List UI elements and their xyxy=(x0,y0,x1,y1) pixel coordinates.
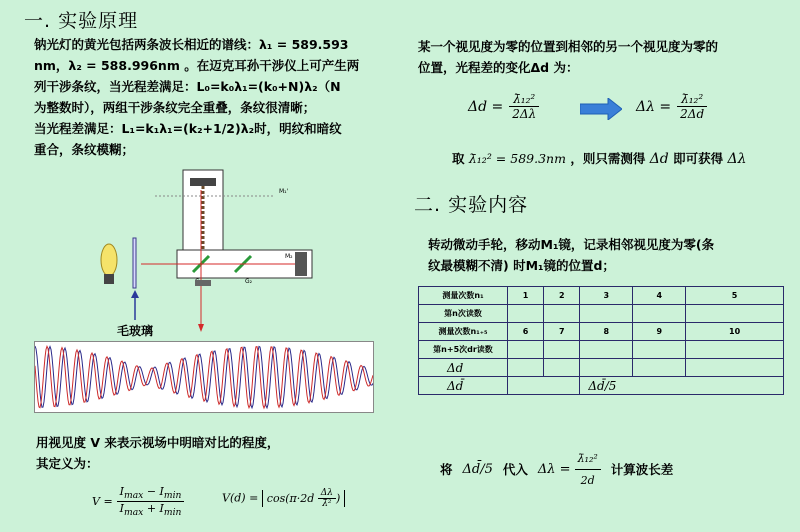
table-cell: 8 xyxy=(580,323,633,341)
equation-delta-d: Δd = $\frac{\text{λ̄₁₂²}}{2\Delta\lambda}$ xyxy=(468,92,539,121)
table-cell xyxy=(580,341,633,359)
table-cell: 1 xyxy=(508,287,544,305)
table-cell xyxy=(508,377,580,395)
lamp-base xyxy=(104,274,114,284)
principle-line-3: 列干涉条纹，当光程差满足：L₀=k₀λ₁=(k₀+N)λ₂（N xyxy=(34,79,341,94)
wave-line xyxy=(35,346,373,408)
sodium-lamp xyxy=(101,244,117,276)
table-cell: 测量次数n₁ xyxy=(419,287,508,305)
visibility-line-1: 用视见度 V 来表示视场中明暗对比的程度， xyxy=(36,435,280,450)
table-cell: 6 xyxy=(508,323,544,341)
table-cell: 10 xyxy=(686,323,784,341)
table-row xyxy=(419,287,784,305)
table-row xyxy=(419,305,784,323)
m2-label: M₂ xyxy=(285,253,293,260)
measurement-table xyxy=(418,286,784,395)
table-row xyxy=(419,377,784,395)
formula-visibility-d: V(d) = cos(π·2d $\frac{\Delta\lambda}{\text{λ̄²}}$ ) xyxy=(222,488,345,509)
final-equation: Δλ = $\frac{\text{λ̄₁₂²}}{2d}$ xyxy=(538,448,601,491)
table-cell: Δd̄/5 xyxy=(580,377,784,395)
content-line-1: 转动微动手轮，移动M₁镜，记录相邻视见度为零(条 xyxy=(428,237,715,252)
content-line-2: 纹最模糊不清) 时M₁镜的位置d； xyxy=(428,258,615,273)
michelson-diagram xyxy=(95,160,335,340)
frosted-glass-label: 毛玻璃 xyxy=(117,324,154,338)
table-cell: 2 xyxy=(544,287,580,305)
ray-arrow xyxy=(198,324,204,332)
right-intro xyxy=(418,36,790,78)
table-cell xyxy=(508,359,544,377)
formula-visibility: V = $\frac{I_{max} - I_{min}}{I_{max} + I_{min}}$ xyxy=(92,485,184,518)
section-title-content: 二. 实验内容 xyxy=(414,194,529,216)
table-cell xyxy=(686,341,784,359)
table-cell xyxy=(580,305,633,323)
take-value-line: 取 λ̄₁₂² = 589.3nm ，则只需测得 Δd 即可获得 Δλ xyxy=(452,151,747,167)
section-title-principle: 一. 实验原理 xyxy=(24,10,139,32)
right-intro-line-2: 位置，光程差的变化Δd 为： xyxy=(418,60,579,75)
principle-line-6: 重合，条纹模糊； xyxy=(34,142,135,157)
visibility-line-2: 其定义为： xyxy=(36,456,99,471)
table-cell xyxy=(544,305,580,323)
table-cell xyxy=(508,341,544,359)
equation-delta-lambda: Δλ = $\frac{\text{λ̄₁₂²}}{2\Delta d}$ xyxy=(636,92,707,121)
right-intro-line-1: 某一个视见度为零的位置到相邻的另一个视见度为零的 xyxy=(418,39,719,54)
table-cell xyxy=(508,305,544,323)
m1-mirror-top xyxy=(190,178,216,186)
table-cell xyxy=(544,341,580,359)
table-cell xyxy=(633,341,686,359)
table-cell xyxy=(686,305,784,323)
visibility-paragraph xyxy=(36,432,376,474)
table-row xyxy=(419,359,784,377)
interference-pattern xyxy=(34,341,374,413)
table-cell xyxy=(633,359,686,377)
table-cell xyxy=(580,359,633,377)
table-cell xyxy=(686,359,784,377)
table-cell: 7 xyxy=(544,323,580,341)
table-cell: 第n次读数 xyxy=(419,305,508,323)
arrow-right-icon xyxy=(580,98,622,120)
table-cell: 测量次数n₁₊₅ xyxy=(419,323,508,341)
take-value: λ̄₁₂² = 589.3nm xyxy=(468,151,566,166)
g2-label: G₂ xyxy=(245,278,253,285)
m2-mirror xyxy=(295,252,307,276)
glass-pointer-arrow xyxy=(131,290,139,298)
table-cell: 5 xyxy=(686,287,784,305)
table-row xyxy=(419,323,784,341)
table-cell: Δd xyxy=(419,359,508,377)
final-instruction: 将 Δd̄/5 代入 Δλ = $\frac{\text{λ̄₁₂²}}{2d}$ 计算波长差 xyxy=(440,448,673,491)
principle-line-1: 钠光灯的黄光包括两条波长相近的谱线：λ₁ = 589.593 xyxy=(34,37,349,52)
table-cell xyxy=(633,305,686,323)
table-cell: Δd̄ xyxy=(419,377,508,395)
table-cell: 9 xyxy=(633,323,686,341)
table-cell xyxy=(544,359,580,377)
frosted-glass xyxy=(133,238,136,288)
principle-paragraph xyxy=(34,34,384,160)
m1-prime-label: M₁' xyxy=(279,188,289,195)
principle-line-4: 为整数时），两组干涉条纹完全重叠，条纹很清晰； xyxy=(34,100,316,115)
table-cell: 第n+5次dr读数 xyxy=(419,341,508,359)
fine-knob xyxy=(195,280,211,286)
table-row xyxy=(419,341,784,359)
content-paragraph xyxy=(428,234,788,276)
table-cell: 4 xyxy=(633,287,686,305)
principle-line-2: nm，λ₂ = 588.996nm 。在迈克耳孙干涉仪上可产生两 xyxy=(34,58,360,73)
interference-wave-plot xyxy=(35,342,373,412)
principle-line-5: 当光程差满足：L₁=k₁λ₁=(k₂+1/2)λ₂时，明纹和暗纹 xyxy=(34,121,342,136)
table-cell: 3 xyxy=(580,287,633,305)
